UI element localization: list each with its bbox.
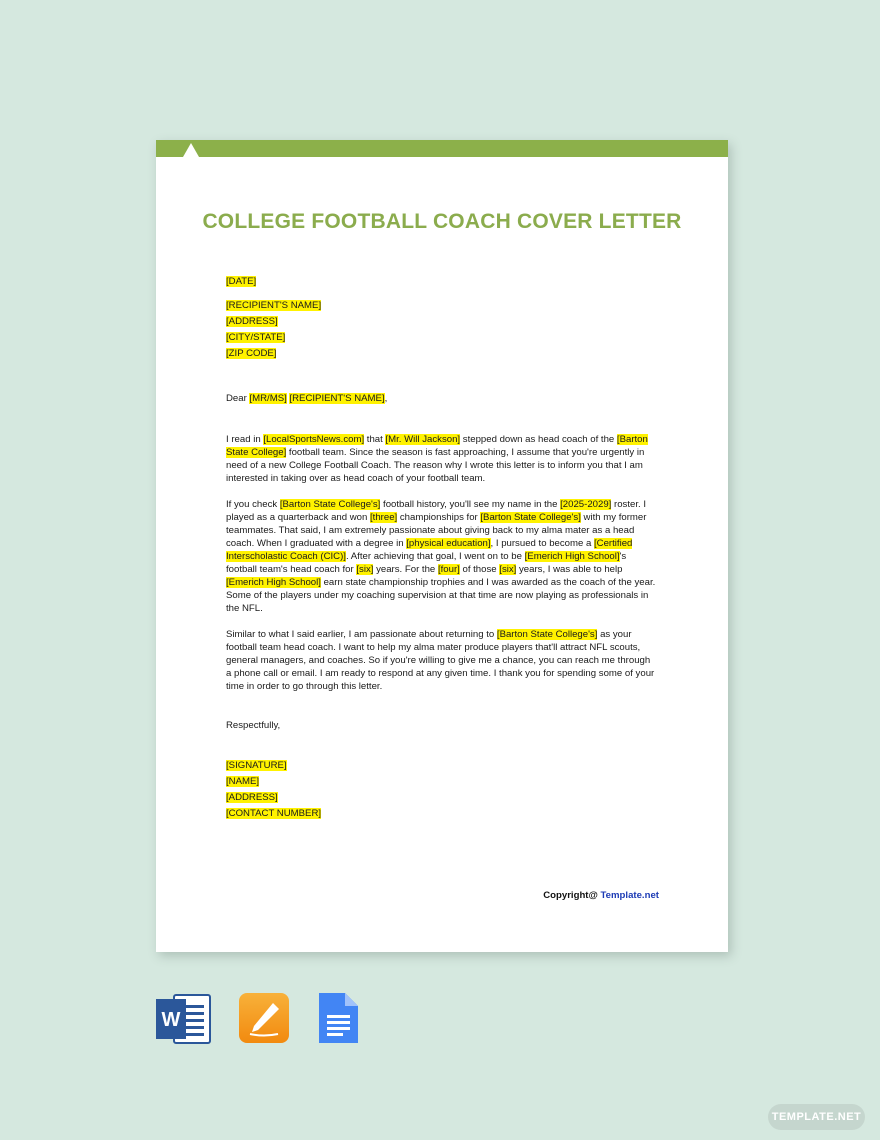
placeholder-field: [three] xyxy=(370,512,398,523)
letter-page xyxy=(156,140,728,952)
copyright-prefix: Copyright@ xyxy=(543,890,601,901)
sender-address: [ADDRESS] xyxy=(226,792,278,803)
header-notch xyxy=(183,143,199,157)
paragraph-text: years, I was able to help xyxy=(516,564,623,575)
paragraph-text: as your football team head coach. I want to help my alma mater produce players that'll attract NFL scouts, general managers, and coaches. So if you're willing to give me a chance, you can reach me through a phone call or email. I am ready to respond at any given time. I thank you for spending some of your time in order to go through this letter. xyxy=(226,629,655,692)
word-icon[interactable] xyxy=(156,993,212,1045)
placeholder-field: [Barton State College's] xyxy=(480,512,581,523)
placeholder-field: [Barton State College's] xyxy=(279,499,381,510)
recipient-zip: [ZIP CODE] xyxy=(226,348,277,359)
placeholder-field: [Emerich High School] xyxy=(524,551,620,562)
placeholder-field: [six] xyxy=(499,564,517,575)
paragraph-text: that xyxy=(364,434,386,445)
paragraph-text: If you check xyxy=(226,499,280,510)
recipient-name: [RECIPIENT'S NAME] xyxy=(226,300,322,311)
recipient-address-line: [ADDRESS] xyxy=(226,316,278,327)
placeholder-field: [Emerich High School] xyxy=(226,577,321,588)
salutation-prefix: Dear xyxy=(226,393,250,404)
copyright xyxy=(536,890,659,901)
placeholder-field: [Barton State College's] xyxy=(496,629,598,640)
date-field xyxy=(226,275,658,288)
paragraph-3 xyxy=(226,628,658,693)
google-docs-icon[interactable] xyxy=(316,993,372,1045)
paragraph-text: earn state championship trophies and I was awarded as the coach of the year. Some of the players under my coaching supervision at that time are now playing as professionals in the NFL. xyxy=(226,577,656,614)
paragraph-2 xyxy=(226,498,658,615)
closing: Respectfully, xyxy=(226,720,281,731)
pages-icon[interactable] xyxy=(238,993,294,1045)
salutation xyxy=(226,392,658,405)
paragraph-text: I read in xyxy=(226,434,264,445)
paragraph-text: with my former teammates. That said, I am extremely passionate about giving back to my alma mater as a head coach. When I graduated with a degree in xyxy=(226,512,647,549)
copyright-brand-link[interactable]: Template.net xyxy=(600,890,659,901)
placeholder-field: [six] xyxy=(356,564,374,575)
signature-field: [SIGNATURE] xyxy=(226,760,287,771)
salutation-suffix: , xyxy=(384,393,388,404)
paragraph-text: , I pursued to become a xyxy=(490,538,594,549)
template-net-badge[interactable]: TEMPLATE.NET xyxy=(768,1104,865,1130)
recipient-address xyxy=(226,298,658,362)
recipient-city-state: [CITY/STATE] xyxy=(226,332,286,343)
signature-block xyxy=(226,758,658,822)
paragraph-text: 's football team's head coach for xyxy=(226,551,627,575)
placeholder-field: [2025-2029] xyxy=(560,499,612,510)
salutation-title: [MR/MS] xyxy=(249,393,287,404)
placeholder-field: [physical education] xyxy=(406,538,491,549)
paragraph-1 xyxy=(226,433,658,485)
paragraph-text: championships for xyxy=(397,512,481,523)
header-bar xyxy=(156,140,728,157)
salutation-name: [RECIPIENT'S NAME] xyxy=(289,393,385,404)
placeholder-field: [four] xyxy=(437,564,460,575)
placeholder-field: [LocalSportsNews.com] xyxy=(263,434,365,445)
placeholder-field: [Mr. Will Jackson] xyxy=(385,434,461,445)
placeholder-field: [Certified Interscholastic Coach (CIC)] xyxy=(226,538,633,562)
paragraph-text: years. For the xyxy=(373,564,438,575)
paragraph-text: football history, you'll see my name in the xyxy=(380,499,561,510)
paragraph-text: Similar to what I said earlier, I am passionate about returning to xyxy=(226,629,497,640)
paragraph-text: roster. I played as a quarterback and won xyxy=(226,499,646,523)
paragraph-text: stepped down as head coach of the xyxy=(460,434,617,445)
date-placeholder: [DATE] xyxy=(226,276,257,287)
document-title: COLLEGE FOOTBALL COACH COVER LETTER xyxy=(202,210,682,233)
paragraph-text: . After achieving that goal, I went on to be xyxy=(345,551,525,562)
paragraph-text: football team. Since the season is fast approaching, I assume that you're urgently in need of a new College Football Coach. The reason why I wrote this letter is to inform you that I am interested in taking over as head coach of your football team. xyxy=(226,447,645,484)
placeholder-field: [Barton State College] xyxy=(226,434,648,458)
paragraph-text: of those xyxy=(459,564,500,575)
letter-body xyxy=(226,275,658,822)
sender-contact: [CONTACT NUMBER] xyxy=(226,808,322,819)
sender-name: [NAME] xyxy=(226,776,260,787)
word-icon-letter: W xyxy=(161,1009,181,1031)
